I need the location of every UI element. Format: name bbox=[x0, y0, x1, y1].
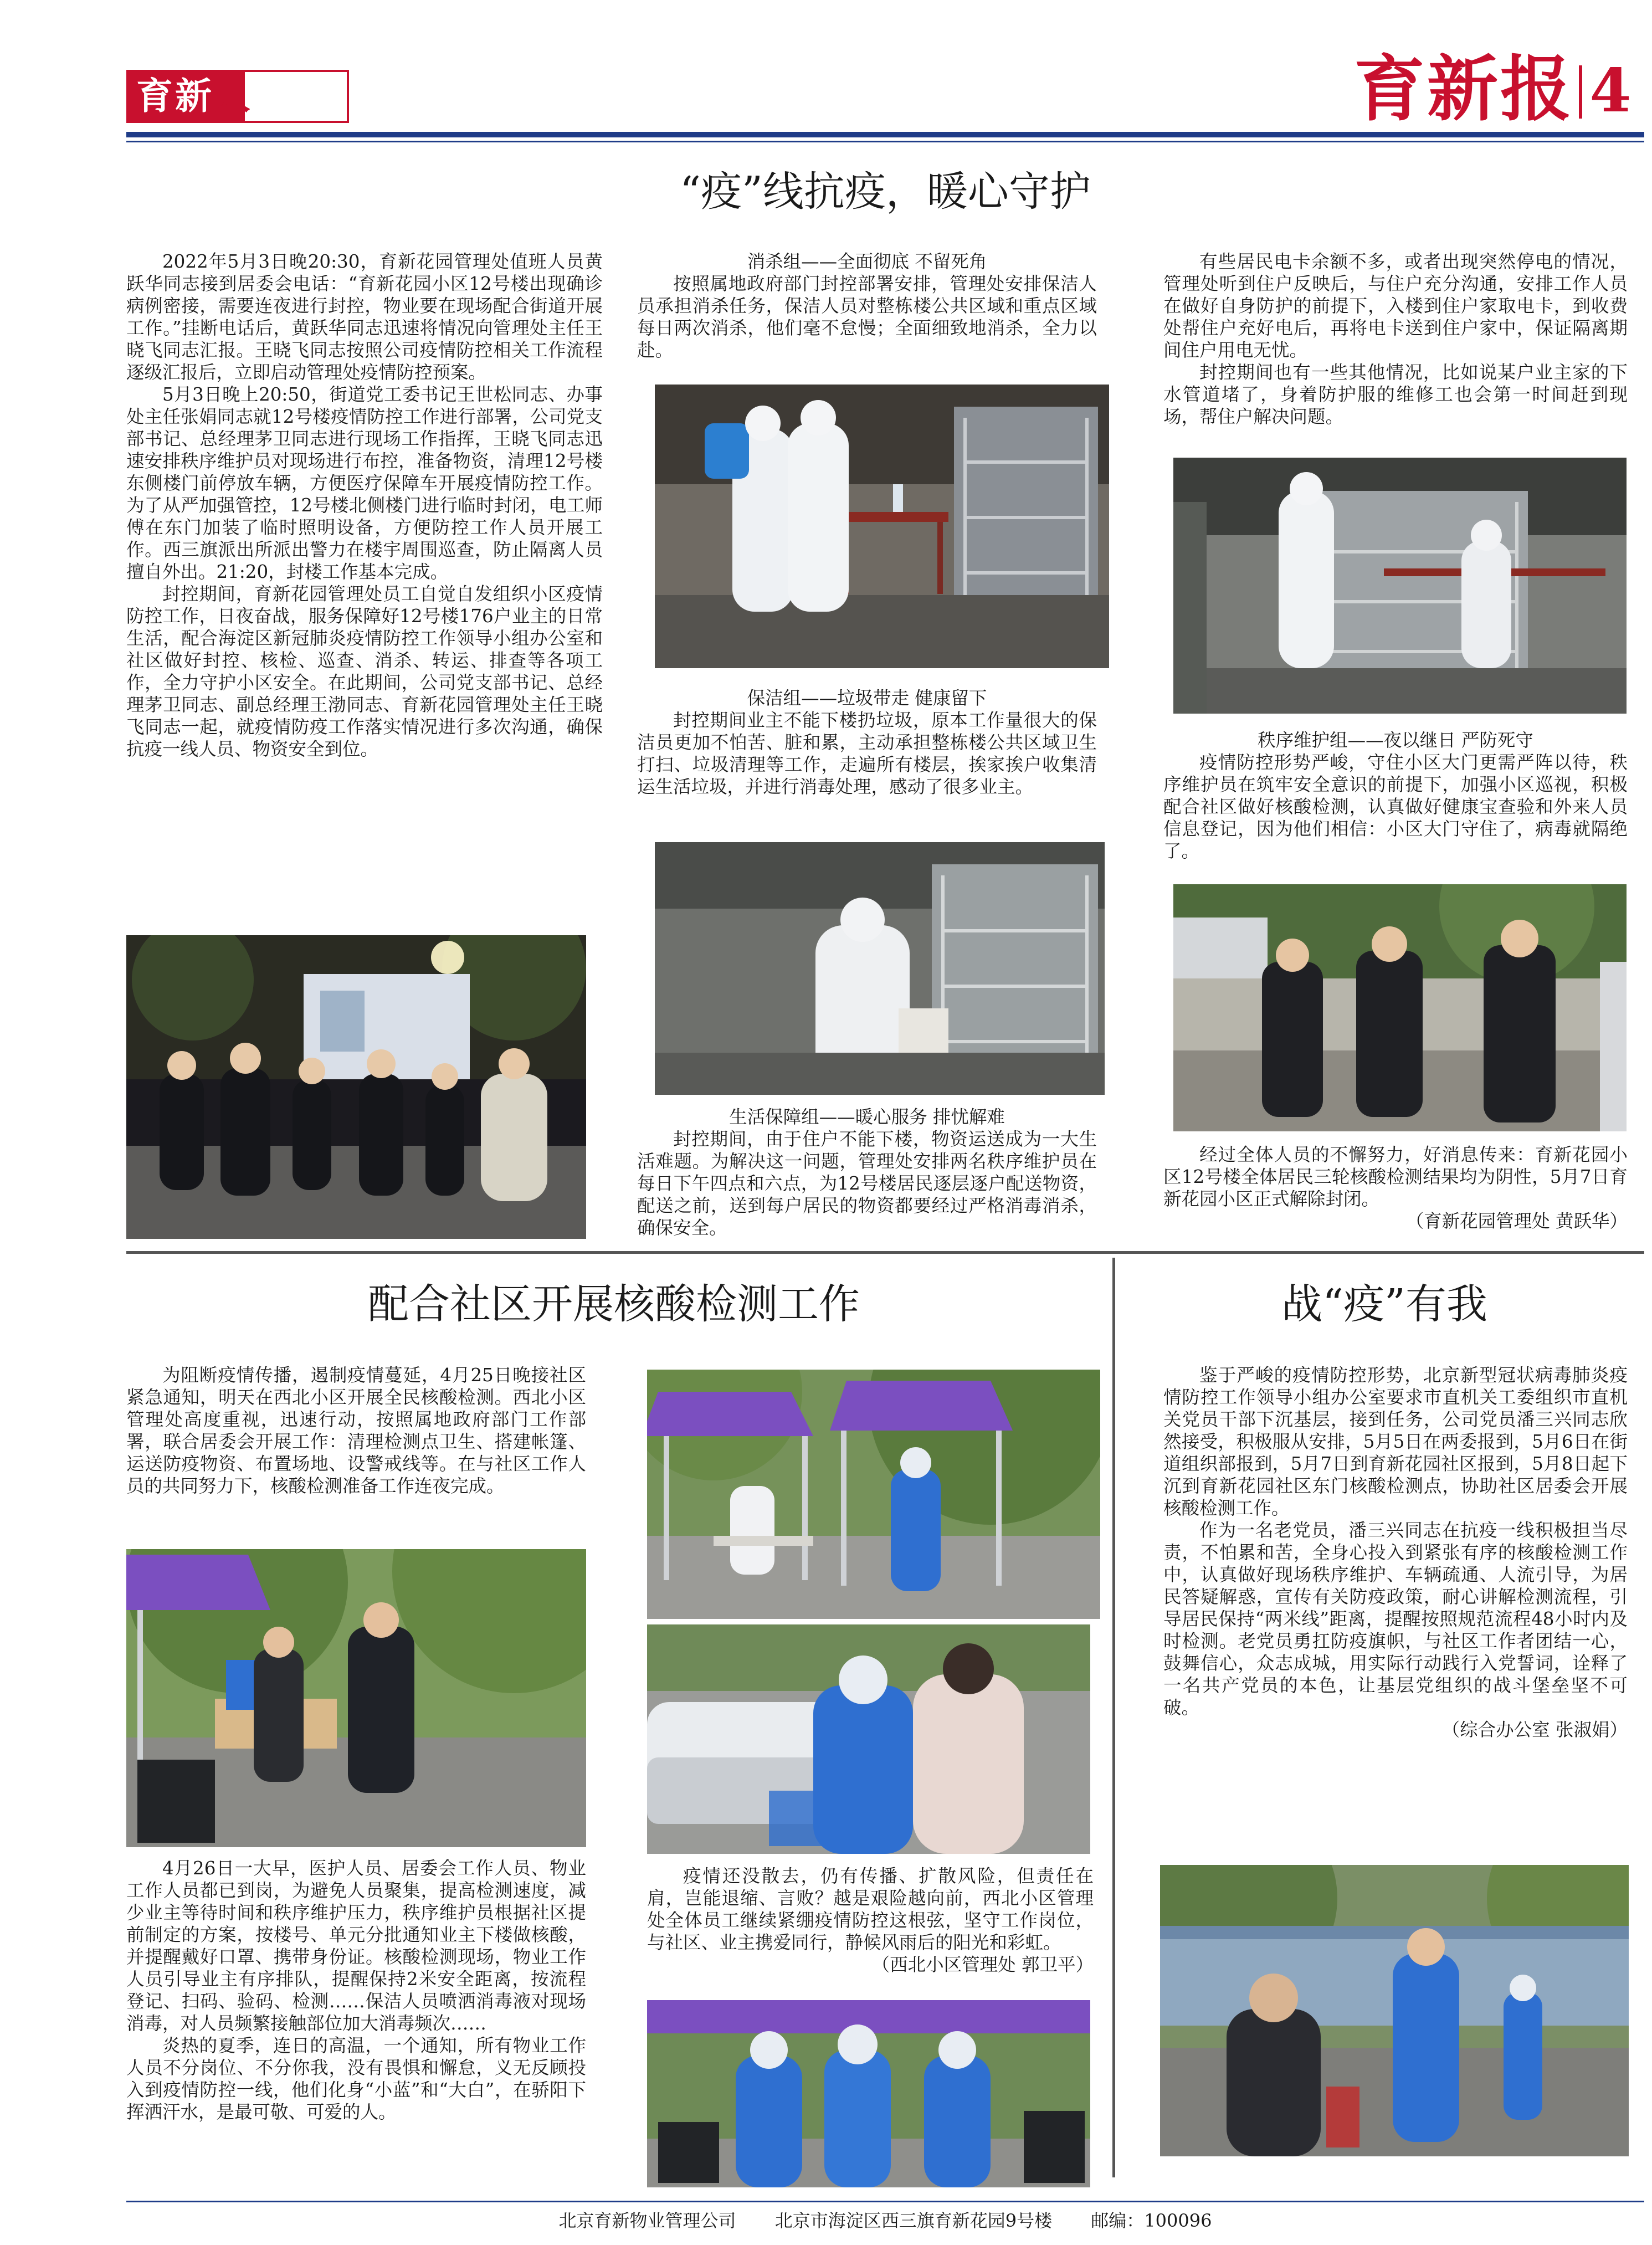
paragraph: 封控期间，由于住户不能下楼，物资运送成为一大生活难题。为解决这一问题，管理处安排两名秩序维护员在每日下午四点和六点，为12号楼居民逐层逐户配送物资，配送之前，送到每户居民的物资都要经过严格消毒消杀，确保安全。 bbox=[637, 1129, 1097, 1238]
section-divider-vertical bbox=[1112, 1258, 1115, 2177]
article2-col1-bottom bbox=[126, 1857, 586, 2123]
article2-col2-text bbox=[647, 1865, 1094, 1976]
paragraph: 鉴于严峻的疫情防控形势，北京新型冠状病毒肺炎疫情防控工作领导小组办公室要求市直机关工委组织市直机关党员干部下沉基层，接到任务，公司党员潘三兴同志欣然接受，积极服从安排，5月5日在两委报到，5月6日在街道组织部报到，5月7日到育新花园社区报到，5月8日起下沉到育新花园社区东门核酸检测点，协助社区居委会开展核酸检测工作。 bbox=[1163, 1365, 1628, 1519]
paragraph: 为阻断疫情传播，遏制疫情蔓延，4月25日晚接社区紧急通知，明天在西北小区开展全民核酸检测。西北小区管理处高度重视，迅速行动，按照属地政府部门工作部署，联合居委会开展工作：清理检测点卫生、搭建帐篷、运送防疫物资、布置场地、设警戒线等。在与社区工作人员的共同努力下，核酸检测准备工作连夜完成。 bbox=[126, 1365, 586, 1496]
section-tag bbox=[126, 70, 349, 123]
subheading-security: 秩序维护组——夜以继日 严防死守 bbox=[1258, 730, 1533, 751]
photo-swab-sampling bbox=[647, 1624, 1090, 1854]
page-number: 4 bbox=[1589, 56, 1632, 126]
masthead: 育新报 bbox=[1353, 48, 1573, 131]
article1-col3-top bbox=[1163, 250, 1628, 428]
photo-night-briefing bbox=[126, 935, 586, 1239]
paragraph: 封控期间业主不能下楼扔垃圾，原本工作量很大的保洁员更加不怕苦、脏和累，主动承担整栋楼公共区域卫生打扫、垃圾清理等工作，走遍所有楼层，挨家挨户收集清运生活垃圾，并进行消毒处理，感动了很多业主。 bbox=[637, 710, 1097, 797]
footer-postcode: 邮编：100096 bbox=[1091, 2210, 1212, 2231]
footer bbox=[126, 2204, 1644, 2237]
paragraph: 封控期间也有一些其他情况，比如说某户业主家的下水管道堵了，身着防护服的维修工也会第一时间赶到现场，帮住户解决问题。 bbox=[1163, 362, 1628, 427]
article3-headline: 战“疫”有我 bbox=[1281, 1280, 1487, 1328]
paragraph: 4月26日一大早，医护人员、居委会工作人员、物业工作人员都已到岗，为避免人员聚集，提高检测速度，减少业主等待时间和秩序维护压力，秩序维护员根据社区提前制定的方案，按楼号、单元分批通知业主下楼做核酸，并提醒戴好口罩、携带身份证。核酸检测现场，物业工作人员引导业主有序排队，提醒保持2米安全距离，按流程登记、扫码、验码、检测……保洁人员喷洒消毒液对现场消毒，对人员频繁接触部位加大消毒频次…… bbox=[126, 1858, 586, 2034]
article2-headline: 配合社区开展核酸检测工作 bbox=[368, 1280, 860, 1328]
page-number-bar bbox=[1579, 65, 1582, 119]
header-rule-thin bbox=[126, 141, 1644, 142]
photo-stairwell-ppe bbox=[1173, 458, 1627, 714]
article2-col1-top bbox=[126, 1364, 586, 1497]
byline: （育新花园管理处 黄跃华） bbox=[1405, 1211, 1628, 1232]
paragraph: 疫情还没散去，仍有传播、扩散风险，但责任在肩，岂能退缩、言败？越是艰险越向前，西北小区管理处全体员工继续紧绷疫情防控这根弦，坚守工作岗位，与社区、业主携爱同行，静候风雨后的阳光和彩虹。 bbox=[647, 1865, 1094, 1953]
footer-address: 北京市海淀区西三旗育新花园9号楼 bbox=[774, 2210, 1053, 2231]
paragraph: 封控期间，育新花园管理处员工自觉自发组织小区疫情防控工作，日夜奋战，服务保障好12号楼176户业主的日常生活，配合海淀区新冠肺炎疫情防控工作领导小组办公室和社区做好封控、核检、巡查、消杀、转运、排查等各项工作，全力守护小区安全。在此期间，公司党支部书记、总经理茅卫同志、副总经理王渤同志、育新花园管理处主任王晓飞同志一起，就疫情防疫工作落实情况进行多次沟通，确保抗疫一线人员、物资安全到位。 bbox=[126, 583, 603, 760]
article1-col2-mid bbox=[637, 687, 1097, 798]
section-divider-horizontal bbox=[126, 1251, 1644, 1254]
paragraph: 作为一名老党员，潘三兴同志在抗疫一线积极担当尽责，不怕累和苦，全身心投入到紧张有序的核酸检测工作中，认真做好现场秩序维护、车辆疏通、人流引导，为居民答疑解惑，宣传有关防疫政策，耐心讲解检测流程，引导居民保持“两米线”距离，提醒按照规范流程48小时内及时检测。老党员勇扛防疫旗帜，与社区工作者团结一心，鼓舞信心，众志成城，用实际行动践行入党誓词，诠释了一名共产党员的本色，让基层党组织的战斗堡垒坚不可破。 bbox=[1163, 1520, 1628, 1718]
article1-col3-bottom bbox=[1163, 1144, 1628, 1232]
photo-security-guards bbox=[1173, 884, 1627, 1131]
paragraph: 按照属地政府部门封控部署安排，管理处安排保洁人员承担消杀任务，保洁人员对整栋楼公共区域和重点区域每日两次消杀，他们毫不怠慢；全面细致地消杀，全力以赴。 bbox=[637, 273, 1097, 361]
paragraph: 有些居民电卡余额不多，或者出现突然停电的情况，管理处听到住户反映后，与住户充分沟通，安排工作人员在做好自身防护的前提下，入楼到住户家取电卡，到收费处帮住户充好电后，再将电卡送到住户家中，保证隔离期间住户用电无忧。 bbox=[1163, 251, 1628, 361]
paragraph: 疫情防控形势严峻，守住小区大门更需严阵以待，秩序维护员在筑牢安全意识的前提下，加强小区巡视，积极配合社区做好核酸检测，认真做好健康宝查验和外来人员信息登记，因为他们相信：小区大门守住了，病毒就隔绝了。 bbox=[1163, 752, 1628, 862]
paragraph: 5月3日晚上20:50，街道党工委书记王世松同志、办事处主任张娟同志就12号楼疫情防控工作进行部署，公司党支部书记、总经理茅卫同志进行现场工作指挥，王晓飞同志迅速安排秩序维护员对现场进行布控，准备物资，清理12号楼东侧楼门前停放车辆，方便医疗保障车开展疫情防控工作。为了从严加强管控，12号楼北侧楼门进行临时封闭，电工师傅在东门加装了临时照明设备，方便防控工作人员开展工作。西三旗派出所派出警力在楼宇周围巡查，防止隔离人员擅自外出。21:20，封楼工作基本完成。 bbox=[126, 384, 603, 582]
paragraph: 经过全体人员的不懈努力，好消息传来：育新花园小区12号楼全体居民三轮核酸检测结果均为阴性，5月7日育新花园小区正式解除封闭。 bbox=[1163, 1144, 1628, 1209]
subheading-disinfection: 消杀组——全面彻底 不留死角 bbox=[747, 251, 987, 272]
byline: （西北小区管理处 郭卫平） bbox=[871, 1954, 1094, 1975]
paragraph: 炎热的夏季，连日的高温，一个通知，所有物业工作人员不分岗位、不分你我，没有畏惧和懈怠，义无反顾投入到疫情防控一线，他们化身“小蓝”和“大白”，在骄阳下挥洒汗水，是最可敬、可爱的人。 bbox=[126, 2035, 586, 2123]
article1-col2-bottom bbox=[637, 1106, 1097, 1239]
article1-col1 bbox=[126, 250, 603, 760]
paragraph: 2022年5月3日晚20:30，育新花园管理处值班人员黄跃华同志接到居委会电话：“育新花园小区12号楼出现确诊病例密接，需要连夜进行封控，物业要在现场配合街道开展工作。”挂断电话后，黄跃华同志迅速将情况向管理处主任王晓飞同志汇报。王晓飞同志按照公司疫情防控相关工作流程逐级汇报后，立即启动管理处疫情防控预案。 bbox=[126, 251, 603, 383]
article1-col3-mid bbox=[1163, 729, 1628, 862]
photo-purple-tents bbox=[647, 1370, 1100, 1619]
article1-col2-top bbox=[637, 250, 1097, 361]
section-tag-text: 育新人 bbox=[136, 75, 253, 117]
subheading-cleaning: 保洁组——垃圾带走 健康留下 bbox=[747, 688, 987, 709]
byline: （综合办公室 张淑娟） bbox=[1441, 1719, 1628, 1740]
footer-rule bbox=[126, 2201, 1644, 2202]
photo-cleaning-staff bbox=[655, 842, 1105, 1095]
article3-text bbox=[1163, 1364, 1628, 1741]
photo-medical-staff-group bbox=[647, 2000, 1090, 2187]
subheading-supply: 生活保障组——暖心服务 排忧解难 bbox=[729, 1106, 1005, 1127]
header-rule-thick bbox=[126, 132, 1644, 137]
photo-disinfection-team bbox=[655, 385, 1109, 668]
article1-headline: “疫”线抗疫，暖心守护 bbox=[680, 168, 1091, 216]
footer-company: 北京育新物业管理公司 bbox=[558, 2210, 736, 2231]
photo-testing-site-tent bbox=[126, 1549, 586, 1847]
photo-volunteer-on-duty bbox=[1160, 1865, 1629, 2156]
